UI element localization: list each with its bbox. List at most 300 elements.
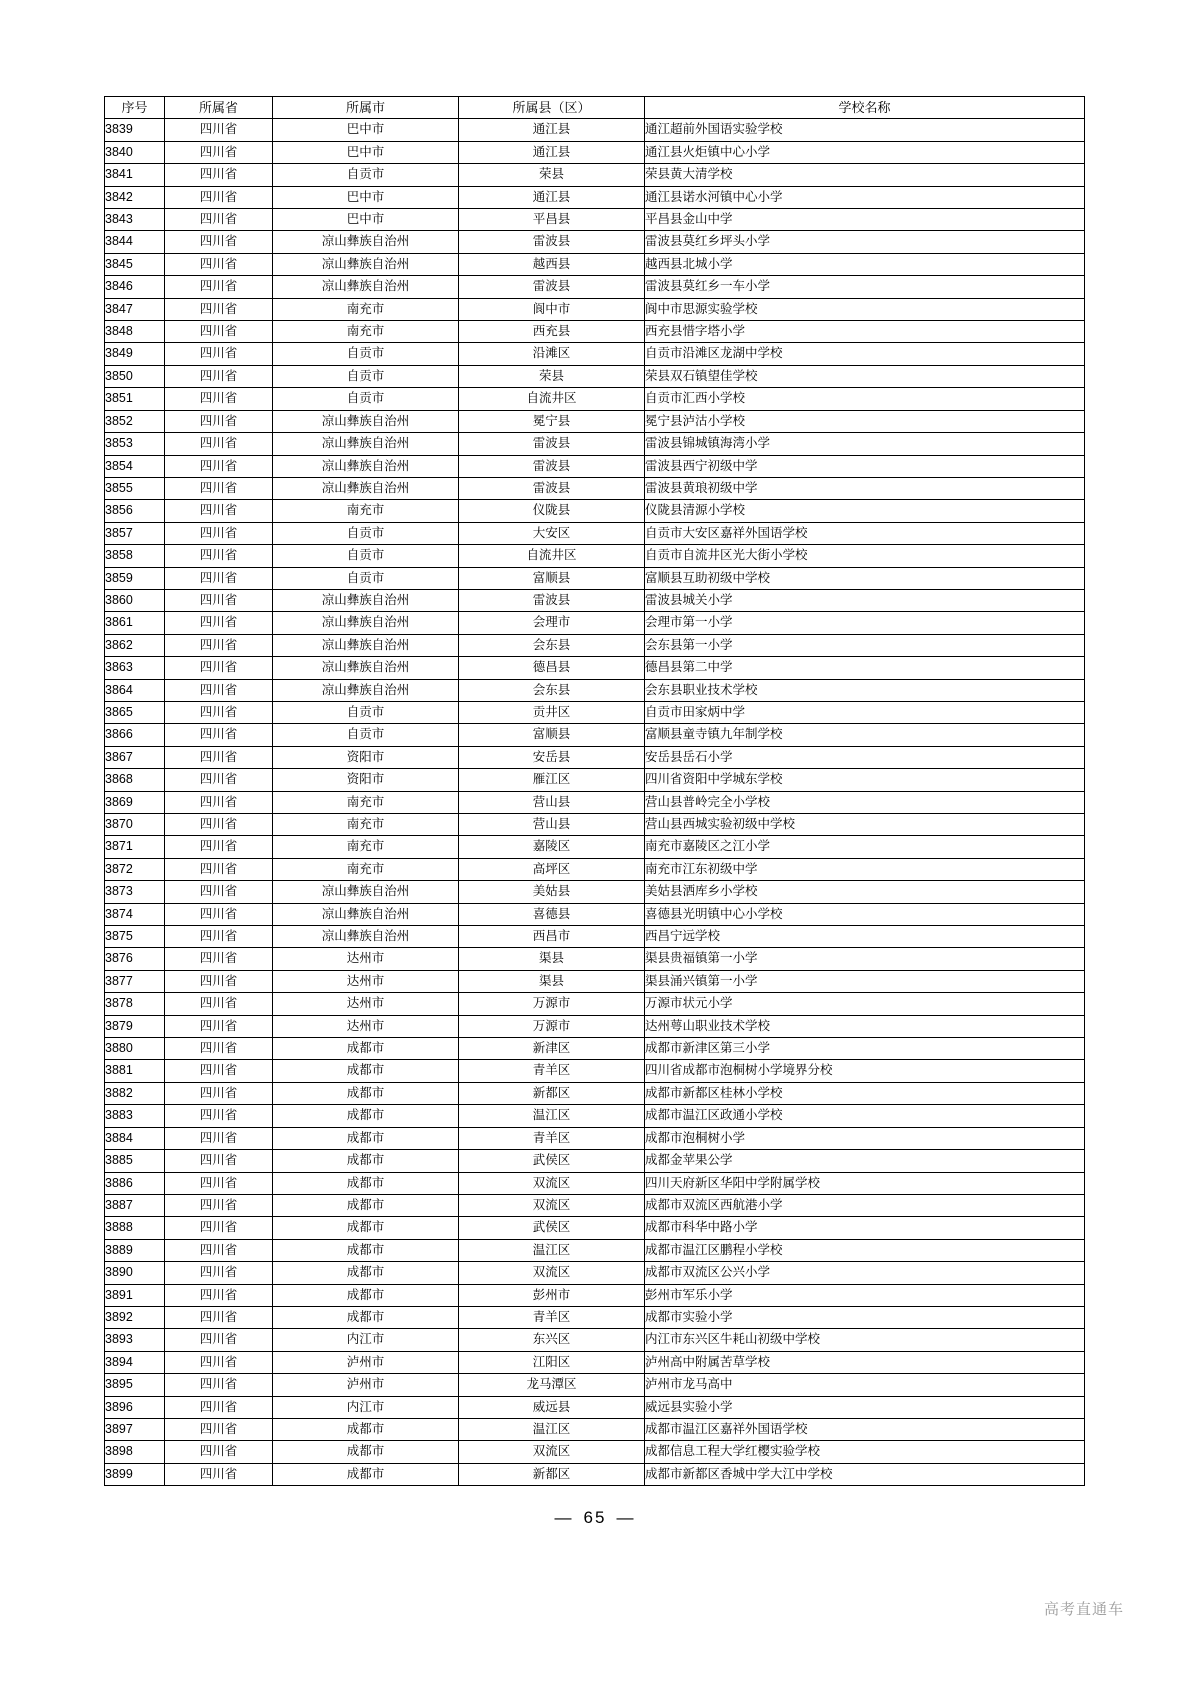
cell-province: 四川省 — [165, 1374, 273, 1396]
cell-school: 四川天府新区华阳中学附属学校 — [645, 1172, 1085, 1194]
cell-seq: 3889 — [105, 1239, 165, 1261]
cell-province: 四川省 — [165, 881, 273, 903]
cell-county: 龙马潭区 — [459, 1374, 645, 1396]
cell-city: 南充市 — [273, 500, 459, 522]
cell-school: 成都市双流区公兴小学 — [645, 1262, 1085, 1284]
cell-province: 四川省 — [165, 253, 273, 275]
cell-city: 凉山彝族自治州 — [273, 433, 459, 455]
table-row — [105, 567, 1085, 589]
table-row — [105, 455, 1085, 477]
table-row — [105, 1351, 1085, 1373]
cell-province: 四川省 — [165, 1262, 273, 1284]
cell-city: 成都市 — [273, 1172, 459, 1194]
cell-city: 成都市 — [273, 1038, 459, 1060]
table-row — [105, 209, 1085, 231]
cell-city: 凉山彝族自治州 — [273, 231, 459, 253]
cell-province: 四川省 — [165, 858, 273, 880]
table-row — [105, 1329, 1085, 1351]
cell-city: 自贡市 — [273, 545, 459, 567]
table-row — [105, 119, 1085, 141]
cell-county: 喜德县 — [459, 903, 645, 925]
cell-school: 成都市双流区西航港小学 — [645, 1194, 1085, 1216]
cell-seq: 3854 — [105, 455, 165, 477]
cell-seq: 3872 — [105, 858, 165, 880]
cell-city: 成都市 — [273, 1082, 459, 1104]
table-row — [105, 791, 1085, 813]
cell-school: 西昌宁远学校 — [645, 926, 1085, 948]
cell-county: 双流区 — [459, 1172, 645, 1194]
cell-county: 仪陇县 — [459, 500, 645, 522]
cell-province: 四川省 — [165, 209, 273, 231]
cell-province: 四川省 — [165, 589, 273, 611]
cell-province: 四川省 — [165, 903, 273, 925]
table-row — [105, 1441, 1085, 1463]
cell-city: 凉山彝族自治州 — [273, 634, 459, 656]
cell-province: 四川省 — [165, 1217, 273, 1239]
cell-city: 自贡市 — [273, 567, 459, 589]
cell-seq: 3845 — [105, 253, 165, 275]
cell-county: 新都区 — [459, 1463, 645, 1485]
table-row — [105, 276, 1085, 298]
cell-province: 四川省 — [165, 522, 273, 544]
cell-city: 达州市 — [273, 970, 459, 992]
cell-county: 富顺县 — [459, 567, 645, 589]
cell-county: 雁江区 — [459, 769, 645, 791]
cell-county: 武侯区 — [459, 1150, 645, 1172]
table-row — [105, 343, 1085, 365]
table-row — [105, 1418, 1085, 1440]
table-row — [105, 746, 1085, 768]
cell-school: 喜德县光明镇中心小学校 — [645, 903, 1085, 925]
cell-city: 凉山彝族自治州 — [273, 410, 459, 432]
cell-county: 温江区 — [459, 1239, 645, 1261]
cell-county: 通江县 — [459, 186, 645, 208]
cell-county: 江阳区 — [459, 1351, 645, 1373]
cell-county: 新津区 — [459, 1038, 645, 1060]
table-row — [105, 1127, 1085, 1149]
cell-school: 自贡市沿滩区龙湖中学校 — [645, 343, 1085, 365]
table-row — [105, 589, 1085, 611]
cell-seq: 3899 — [105, 1463, 165, 1485]
cell-province: 四川省 — [165, 164, 273, 186]
cell-city: 南充市 — [273, 814, 459, 836]
cell-county: 青羊区 — [459, 1060, 645, 1082]
table-row — [105, 253, 1085, 275]
cell-school: 通江县火炬镇中心小学 — [645, 141, 1085, 163]
table-row — [105, 1306, 1085, 1328]
cell-school: 自贡市田家炳中学 — [645, 701, 1085, 723]
table-row — [105, 141, 1085, 163]
cell-province: 四川省 — [165, 1127, 273, 1149]
table-row — [105, 634, 1085, 656]
cell-school: 四川省资阳中学城东学校 — [645, 769, 1085, 791]
cell-school: 会理市第一小学 — [645, 612, 1085, 634]
cell-seq: 3857 — [105, 522, 165, 544]
cell-city: 凉山彝族自治州 — [273, 477, 459, 499]
cell-seq: 3864 — [105, 679, 165, 701]
cell-city: 达州市 — [273, 993, 459, 1015]
cell-city: 成都市 — [273, 1217, 459, 1239]
table-row — [105, 477, 1085, 499]
cell-province: 四川省 — [165, 657, 273, 679]
cell-county: 贡井区 — [459, 701, 645, 723]
cell-seq: 3865 — [105, 701, 165, 723]
table-row — [105, 657, 1085, 679]
cell-city: 内江市 — [273, 1329, 459, 1351]
cell-county: 嘉陵区 — [459, 836, 645, 858]
table-header — [105, 97, 1085, 119]
cell-seq: 3862 — [105, 634, 165, 656]
cell-seq: 3890 — [105, 1262, 165, 1284]
cell-seq: 3891 — [105, 1284, 165, 1306]
cell-county: 温江区 — [459, 1105, 645, 1127]
cell-province: 四川省 — [165, 186, 273, 208]
cell-school: 万源市状元小学 — [645, 993, 1085, 1015]
cell-province: 四川省 — [165, 321, 273, 343]
cell-county: 会理市 — [459, 612, 645, 634]
cell-province: 四川省 — [165, 545, 273, 567]
cell-county: 高坪区 — [459, 858, 645, 880]
table-row — [105, 612, 1085, 634]
cell-county: 会东县 — [459, 679, 645, 701]
cell-seq: 3879 — [105, 1015, 165, 1037]
cell-county: 雷波县 — [459, 433, 645, 455]
cell-school: 内江市东兴区牛耗山初级中学校 — [645, 1329, 1085, 1351]
cell-school: 彭州市军乐小学 — [645, 1284, 1085, 1306]
cell-county: 雷波县 — [459, 231, 645, 253]
table-row — [105, 1463, 1085, 1485]
table-row — [105, 164, 1085, 186]
cell-city: 成都市 — [273, 1418, 459, 1440]
cell-school: 四川省成都市泡桐树小学境界分校 — [645, 1060, 1085, 1082]
cell-province: 四川省 — [165, 298, 273, 320]
cell-county: 通江县 — [459, 141, 645, 163]
cell-seq: 3855 — [105, 477, 165, 499]
cell-seq: 3878 — [105, 993, 165, 1015]
cell-school: 安岳县岳石小学 — [645, 746, 1085, 768]
column-header-seq: 序号 — [105, 97, 165, 119]
cell-province: 四川省 — [165, 1082, 273, 1104]
table-row — [105, 1217, 1085, 1239]
cell-city: 凉山彝族自治州 — [273, 903, 459, 925]
cell-school: 通江超前外国语实验学校 — [645, 119, 1085, 141]
cell-province: 四川省 — [165, 791, 273, 813]
cell-seq: 3863 — [105, 657, 165, 679]
cell-seq: 3839 — [105, 119, 165, 141]
cell-province: 四川省 — [165, 1306, 273, 1328]
table-row — [105, 1150, 1085, 1172]
cell-seq: 3848 — [105, 321, 165, 343]
cell-seq: 3846 — [105, 276, 165, 298]
cell-province: 四川省 — [165, 1172, 273, 1194]
cell-seq: 3888 — [105, 1217, 165, 1239]
table-row — [105, 500, 1085, 522]
cell-province: 四川省 — [165, 836, 273, 858]
cell-province: 四川省 — [165, 926, 273, 948]
cell-county: 自流井区 — [459, 388, 645, 410]
table-row — [105, 410, 1085, 432]
cell-city: 南充市 — [273, 791, 459, 813]
cell-city: 巴中市 — [273, 119, 459, 141]
table-row — [105, 1262, 1085, 1284]
table-row — [105, 298, 1085, 320]
table-row — [105, 769, 1085, 791]
page-number-suffix: — — [616, 1508, 636, 1527]
cell-county: 越西县 — [459, 253, 645, 275]
cell-province: 四川省 — [165, 1105, 273, 1127]
table-row — [105, 1082, 1085, 1104]
cell-county: 自流井区 — [459, 545, 645, 567]
cell-city: 南充市 — [273, 858, 459, 880]
cell-school: 南充市嘉陵区之江小学 — [645, 836, 1085, 858]
cell-seq: 3868 — [105, 769, 165, 791]
cell-seq: 3842 — [105, 186, 165, 208]
cell-city: 成都市 — [273, 1306, 459, 1328]
cell-county: 平昌县 — [459, 209, 645, 231]
cell-seq: 3893 — [105, 1329, 165, 1351]
cell-seq: 3849 — [105, 343, 165, 365]
cell-seq: 3870 — [105, 814, 165, 836]
cell-school: 会东县职业技术学校 — [645, 679, 1085, 701]
cell-school: 雷波县城关小学 — [645, 589, 1085, 611]
cell-seq: 3841 — [105, 164, 165, 186]
cell-city: 成都市 — [273, 1284, 459, 1306]
cell-seq: 3860 — [105, 589, 165, 611]
cell-province: 四川省 — [165, 343, 273, 365]
cell-seq: 3880 — [105, 1038, 165, 1060]
cell-school: 营山县西城实验初级中学校 — [645, 814, 1085, 836]
cell-province: 四川省 — [165, 365, 273, 387]
table-row — [105, 836, 1085, 858]
table-row — [105, 1239, 1085, 1261]
cell-city: 凉山彝族自治州 — [273, 657, 459, 679]
cell-seq: 3884 — [105, 1127, 165, 1149]
cell-school: 达州萼山职业技术学校 — [645, 1015, 1085, 1037]
cell-county: 阆中市 — [459, 298, 645, 320]
cell-province: 四川省 — [165, 500, 273, 522]
cell-province: 四川省 — [165, 119, 273, 141]
cell-city: 成都市 — [273, 1127, 459, 1149]
cell-school: 美姑县洒库乡小学校 — [645, 881, 1085, 903]
cell-city: 资阳市 — [273, 769, 459, 791]
cell-seq: 3881 — [105, 1060, 165, 1082]
cell-county: 雷波县 — [459, 276, 645, 298]
cell-seq: 3886 — [105, 1172, 165, 1194]
cell-seq: 3847 — [105, 298, 165, 320]
cell-city: 凉山彝族自治州 — [273, 253, 459, 275]
cell-city: 南充市 — [273, 321, 459, 343]
cell-county: 万源市 — [459, 1015, 645, 1037]
cell-province: 四川省 — [165, 1015, 273, 1037]
cell-seq: 3897 — [105, 1418, 165, 1440]
cell-city: 成都市 — [273, 1463, 459, 1485]
cell-province: 四川省 — [165, 612, 273, 634]
cell-province: 四川省 — [165, 993, 273, 1015]
cell-seq: 3894 — [105, 1351, 165, 1373]
cell-seq: 3885 — [105, 1150, 165, 1172]
table-row — [105, 679, 1085, 701]
cell-school: 德昌县第二中学 — [645, 657, 1085, 679]
cell-province: 四川省 — [165, 1351, 273, 1373]
cell-city: 自贡市 — [273, 365, 459, 387]
table-row — [105, 926, 1085, 948]
cell-province: 四川省 — [165, 567, 273, 589]
cell-province: 四川省 — [165, 1329, 273, 1351]
cell-school: 会东县第一小学 — [645, 634, 1085, 656]
cell-seq: 3874 — [105, 903, 165, 925]
table-row — [105, 433, 1085, 455]
cell-school: 冕宁县泸沽小学校 — [645, 410, 1085, 432]
cell-county: 雷波县 — [459, 589, 645, 611]
cell-county: 新都区 — [459, 1082, 645, 1104]
cell-province: 四川省 — [165, 970, 273, 992]
cell-school: 雷波县黄琅初级中学 — [645, 477, 1085, 499]
table-row — [105, 1396, 1085, 1418]
table-header-row — [105, 97, 1085, 119]
cell-school: 成都市新都区香城中学大江中学校 — [645, 1463, 1085, 1485]
cell-city: 成都市 — [273, 1262, 459, 1284]
cell-seq: 3856 — [105, 500, 165, 522]
cell-county: 营山县 — [459, 814, 645, 836]
cell-city: 自贡市 — [273, 724, 459, 746]
cell-school: 雷波县西宁初级中学 — [645, 455, 1085, 477]
cell-province: 四川省 — [165, 1396, 273, 1418]
cell-province: 四川省 — [165, 1150, 273, 1172]
cell-school: 荣县双石镇望佳学校 — [645, 365, 1085, 387]
cell-seq: 3840 — [105, 141, 165, 163]
cell-city: 凉山彝族自治州 — [273, 455, 459, 477]
cell-province: 四川省 — [165, 814, 273, 836]
cell-city: 达州市 — [273, 948, 459, 970]
table-row — [105, 321, 1085, 343]
cell-county: 彭州市 — [459, 1284, 645, 1306]
cell-city: 凉山彝族自治州 — [273, 589, 459, 611]
cell-school: 成都市温江区政通小学校 — [645, 1105, 1085, 1127]
cell-school: 富顺县童寺镇九年制学校 — [645, 724, 1085, 746]
cell-city: 凉山彝族自治州 — [273, 881, 459, 903]
cell-city: 成都市 — [273, 1239, 459, 1261]
cell-province: 四川省 — [165, 679, 273, 701]
cell-school: 西充县惜字塔小学 — [645, 321, 1085, 343]
cell-seq: 3896 — [105, 1396, 165, 1418]
cell-school: 自贡市汇西小学校 — [645, 388, 1085, 410]
cell-county: 大安区 — [459, 522, 645, 544]
cell-county: 东兴区 — [459, 1329, 645, 1351]
table-row — [105, 1015, 1085, 1037]
cell-school: 通江县诺水河镇中心小学 — [645, 186, 1085, 208]
table-row — [105, 388, 1085, 410]
cell-county: 青羊区 — [459, 1306, 645, 1328]
cell-school: 成都信息工程大学红樱实验学校 — [645, 1441, 1085, 1463]
table-row — [105, 231, 1085, 253]
cell-county: 安岳县 — [459, 746, 645, 768]
cell-county: 青羊区 — [459, 1127, 645, 1149]
cell-school: 成都市科华中路小学 — [645, 1217, 1085, 1239]
cell-county: 渠县 — [459, 948, 645, 970]
cell-school: 成都市泡桐树小学 — [645, 1127, 1085, 1149]
cell-seq: 3873 — [105, 881, 165, 903]
cell-province: 四川省 — [165, 477, 273, 499]
table-row — [105, 1060, 1085, 1082]
cell-seq: 3852 — [105, 410, 165, 432]
table-row — [105, 545, 1085, 567]
cell-city: 泸州市 — [273, 1351, 459, 1373]
cell-province: 四川省 — [165, 948, 273, 970]
table-row — [105, 1374, 1085, 1396]
cell-school: 自贡市大安区嘉祥外国语学校 — [645, 522, 1085, 544]
cell-province: 四川省 — [165, 1463, 273, 1485]
column-header-school: 学校名称 — [645, 97, 1085, 119]
cell-city: 成都市 — [273, 1150, 459, 1172]
cell-school: 仪陇县清源小学校 — [645, 500, 1085, 522]
cell-city: 凉山彝族自治州 — [273, 612, 459, 634]
school-list-table — [104, 96, 1085, 1486]
cell-city: 自贡市 — [273, 701, 459, 723]
table-row — [105, 903, 1085, 925]
cell-county: 温江区 — [459, 1418, 645, 1440]
cell-city: 南充市 — [273, 836, 459, 858]
cell-school: 成都市新津区第三小学 — [645, 1038, 1085, 1060]
cell-school: 泸州高中附属苦草学校 — [645, 1351, 1085, 1373]
column-header-province: 所属省 — [165, 97, 273, 119]
table-row — [105, 948, 1085, 970]
cell-province: 四川省 — [165, 1441, 273, 1463]
cell-school: 营山县普岭完全小学校 — [645, 791, 1085, 813]
cell-seq: 3851 — [105, 388, 165, 410]
cell-city: 南充市 — [273, 298, 459, 320]
cell-school: 渠县涌兴镇第一小学 — [645, 970, 1085, 992]
cell-county: 双流区 — [459, 1194, 645, 1216]
cell-county: 营山县 — [459, 791, 645, 813]
cell-seq: 3876 — [105, 948, 165, 970]
cell-province: 四川省 — [165, 1194, 273, 1216]
table-row — [105, 186, 1085, 208]
cell-province: 四川省 — [165, 410, 273, 432]
cell-county: 武侯区 — [459, 1217, 645, 1239]
cell-county: 沿滩区 — [459, 343, 645, 365]
cell-school: 渠县贵福镇第一小学 — [645, 948, 1085, 970]
cell-seq: 3882 — [105, 1082, 165, 1104]
cell-county: 荣县 — [459, 365, 645, 387]
table-row — [105, 1284, 1085, 1306]
cell-seq: 3853 — [105, 433, 165, 455]
cell-city: 泸州市 — [273, 1374, 459, 1396]
cell-county: 双流区 — [459, 1441, 645, 1463]
cell-seq: 3883 — [105, 1105, 165, 1127]
cell-city: 自贡市 — [273, 343, 459, 365]
cell-province: 四川省 — [165, 746, 273, 768]
page-number-value: 65 — [583, 1508, 607, 1527]
cell-city: 巴中市 — [273, 141, 459, 163]
cell-county: 西充县 — [459, 321, 645, 343]
cell-county: 美姑县 — [459, 881, 645, 903]
cell-school: 成都市实验小学 — [645, 1306, 1085, 1328]
cell-province: 四川省 — [165, 724, 273, 746]
cell-seq: 3892 — [105, 1306, 165, 1328]
cell-county: 渠县 — [459, 970, 645, 992]
cell-school: 雷波县锦城镇海湾小学 — [645, 433, 1085, 455]
cell-seq: 3859 — [105, 567, 165, 589]
cell-county: 双流区 — [459, 1262, 645, 1284]
cell-seq: 3898 — [105, 1441, 165, 1463]
watermark: 高考直通车 — [1043, 1601, 1124, 1618]
cell-province: 四川省 — [165, 231, 273, 253]
table-row — [105, 858, 1085, 880]
cell-seq: 3850 — [105, 365, 165, 387]
cell-county: 雷波县 — [459, 477, 645, 499]
cell-county: 富顺县 — [459, 724, 645, 746]
cell-province: 四川省 — [165, 1239, 273, 1261]
